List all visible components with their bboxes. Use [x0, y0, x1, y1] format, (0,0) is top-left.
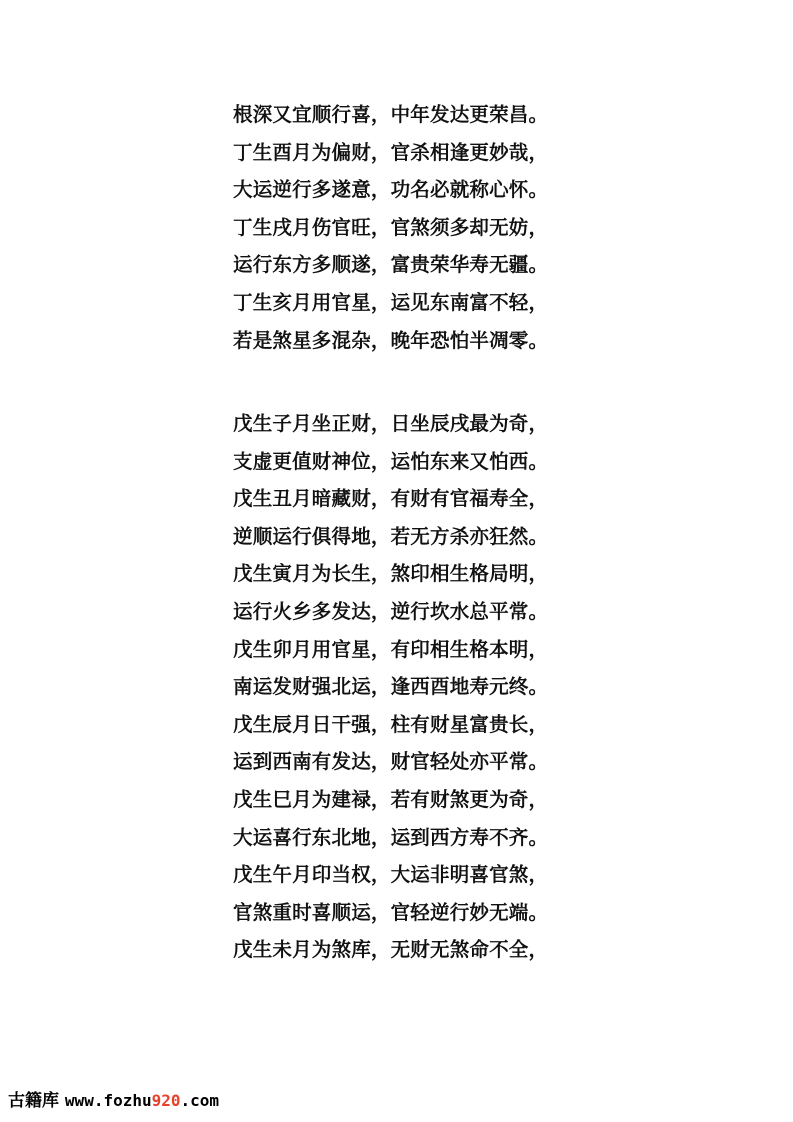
verse-line: 戊生辰月日干强，柱有财星富贵长，: [233, 712, 549, 736]
verse-line: 运行火乡多发达，逆行坎水总平常。: [233, 599, 549, 623]
footer-watermark: [8, 1088, 219, 1114]
footer-url-accent: 920: [151, 1091, 181, 1110]
verse-line: 南运发财强北运，逢西酉地寿元终。: [233, 675, 549, 699]
verse-line: 大运喜行东北地，运到西方寿不齐。: [233, 825, 549, 849]
verse-line: 戊生巳月为建禄，若有财煞更为奇，: [233, 787, 549, 811]
verse-line: 运到西南有发达，财官轻处亦平常。: [233, 750, 549, 774]
verse-line: 戊生子月坐正财，日坐辰戌最为奇，: [233, 412, 549, 435]
verse-line: 戊生午月印当权，大运非明喜官煞，: [233, 863, 549, 887]
verse-line: 丁生酉月为偏财，官杀相逢更妙哉，: [233, 140, 549, 164]
footer-url-part: www.fozhu: [64, 1091, 152, 1110]
verse-line: 戊生寅月为长生，煞印相生格局明，: [233, 562, 549, 586]
verse-line: 逆顺运行俱得地，若无方杀亦狂然。: [233, 524, 549, 548]
verse-line: 运行东方多顺遂，富贵荣华寿无疆。: [233, 253, 549, 277]
verse-line: 丁生亥月用官星，运见东南富不轻，: [233, 290, 549, 314]
verse-block-2: [233, 405, 573, 969]
verse-line: 官煞重时喜顺运，官轻逆行妙无端。: [233, 900, 549, 924]
verse-line: 戊生未月为煞库，无财无煞命不全，: [233, 938, 549, 962]
verse-line: 大运逆行多遂意，功名必就称心怀。: [233, 178, 549, 202]
verse-line: 戊生丑月暗藏财，有财有官福寿全，: [233, 487, 549, 511]
verse-block-1: [233, 96, 573, 359]
verse-line: 支虚更值财神位，运怕东来又怕西。: [233, 449, 549, 473]
footer-url[interactable]: [65, 1091, 219, 1111]
verse-line: 戊生卯月用官星，有印相生格本明，: [233, 637, 549, 661]
verse-line: 根深又宜顺行喜，中年发达更荣昌。: [233, 103, 549, 126]
verse-line: 若是煞星多混杂，晚年恐怕半凋零。: [233, 328, 549, 352]
footer-site-name: 古籍库: [8, 1091, 59, 1111]
footer-url-part: .com: [180, 1091, 220, 1110]
verse-line: 丁生戌月伤官旺，官煞须多却无妨，: [233, 215, 549, 239]
